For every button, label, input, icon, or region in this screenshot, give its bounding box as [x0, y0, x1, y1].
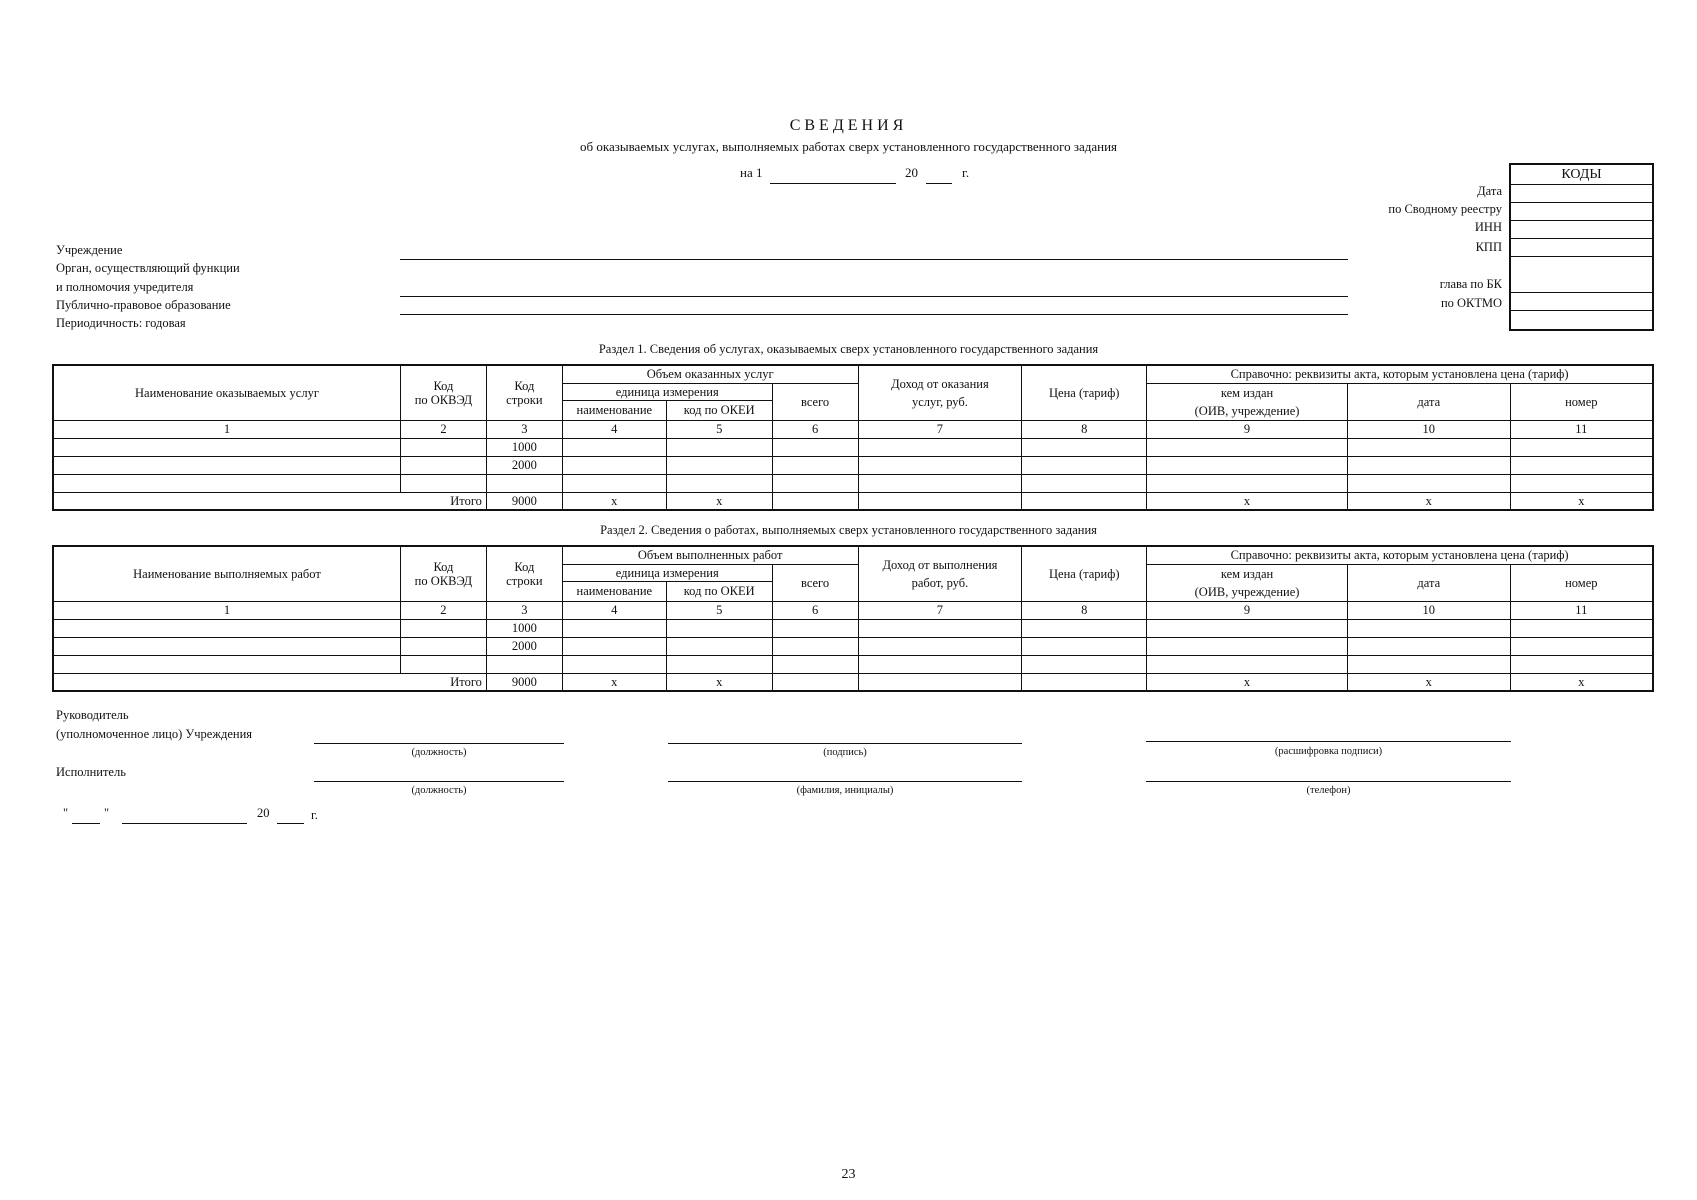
cell-input[interactable]: [400, 456, 486, 474]
x-mark: х: [562, 492, 666, 510]
cell-input[interactable]: [1022, 619, 1147, 637]
col-number: 2: [400, 420, 486, 438]
caption-position: (должность): [411, 785, 467, 796]
total-row: [53, 492, 1653, 510]
cell-input[interactable]: [666, 456, 772, 474]
col-header-reference: Справочно: реквизиты акта, которым установлена цена (тариф): [1147, 546, 1653, 564]
code-label-oktmo: по ОКТМО: [1440, 296, 1502, 310]
x-mark: х: [1510, 492, 1653, 510]
cell-input[interactable]: [666, 438, 772, 456]
col-header-issuer: кем издан (ОИВ, учреждение): [1147, 383, 1348, 420]
date-quote-close: ": [104, 806, 110, 820]
cell-input[interactable]: [1022, 492, 1147, 510]
section2-table: [52, 545, 1654, 692]
executor-label: Исполнитель: [56, 765, 126, 779]
col-header-volume: Объем выполненных работ: [562, 546, 858, 564]
col-header-number: номер: [1510, 383, 1653, 420]
cell-input[interactable]: [858, 438, 1022, 456]
cell-input[interactable]: [772, 438, 858, 456]
code-label-bk: глава по БК: [1439, 277, 1502, 291]
cell-input[interactable]: [666, 637, 772, 655]
codes-box: [1509, 163, 1654, 331]
cell-input[interactable]: [772, 673, 858, 691]
cell-input[interactable]: [858, 456, 1022, 474]
code-registry-field[interactable]: [1511, 203, 1652, 221]
head-signature-field[interactable]: [668, 743, 1022, 744]
col-number: 1: [53, 601, 400, 619]
cell-input[interactable]: [666, 474, 772, 492]
x-mark: х: [1147, 673, 1348, 691]
col-header-work-name: Наименование выполняемых работ: [53, 546, 400, 601]
date-day-month-field[interactable]: [770, 183, 896, 184]
code-kpp-field[interactable]: [1511, 239, 1652, 257]
code-extra-field[interactable]: [1511, 311, 1652, 329]
col-header-income: Доход от выполнения работ, руб.: [858, 546, 1022, 601]
executor-fio-field[interactable]: [668, 781, 1022, 782]
x-mark: х: [666, 492, 772, 510]
col-header-unit: единица измерения: [562, 383, 772, 401]
cell-input[interactable]: [1347, 655, 1510, 673]
table-row: [53, 619, 1653, 637]
cell-input[interactable]: [1347, 438, 1510, 456]
col-header-row-code: Код строки: [486, 365, 562, 420]
section2-title: Раздел 2. Сведения о работах, выполняемых сверх установленного государственного задания: [600, 523, 1097, 537]
cell-input[interactable]: [400, 637, 486, 655]
cell-input[interactable]: [858, 619, 1022, 637]
cell-input[interactable]: [858, 637, 1022, 655]
cell-input[interactable]: [1147, 619, 1348, 637]
head-decoding-field[interactable]: [1146, 741, 1511, 742]
cell-input[interactable]: [53, 456, 400, 474]
public-entity-label: Публично-правовое образование: [56, 298, 231, 312]
table-row: [53, 438, 1653, 456]
cell-input[interactable]: [1147, 655, 1348, 673]
col-header-okved: Код по ОКВЭД: [400, 546, 486, 601]
col-header-okei: код по ОКЕИ: [666, 582, 772, 601]
head-label-line2: (уполномоченное лицо) Учреждения: [56, 727, 253, 741]
cell-input[interactable]: [400, 474, 486, 492]
cell-input[interactable]: [53, 619, 400, 637]
col-number: 5: [666, 420, 772, 438]
cell-input[interactable]: [1147, 637, 1348, 655]
code-oktmo-field[interactable]: [1511, 293, 1652, 311]
col-number: 8: [1022, 601, 1147, 619]
col-header-issuer: кем издан (ОИВ, учреждение): [1147, 564, 1348, 601]
cell-input[interactable]: [53, 637, 400, 655]
institution-field[interactable]: [400, 259, 1348, 260]
row-code: 2000: [486, 456, 562, 474]
col-number: 5: [666, 601, 772, 619]
date-year-prefix: 20: [905, 165, 918, 180]
code-date-field[interactable]: [1511, 185, 1652, 203]
caption-phone: (телефон): [1306, 785, 1351, 796]
section1-table: [52, 364, 1654, 511]
col-number: 10: [1347, 420, 1510, 438]
organ-field[interactable]: [400, 296, 1348, 297]
cell-input[interactable]: [53, 474, 400, 492]
col-number: 4: [562, 420, 666, 438]
total-code: 9000: [486, 492, 562, 510]
cell-input[interactable]: [1147, 456, 1348, 474]
cell-input[interactable]: [858, 474, 1022, 492]
cell-input[interactable]: [1347, 456, 1510, 474]
cell-input[interactable]: [400, 619, 486, 637]
code-inn-field[interactable]: [1511, 221, 1652, 239]
col-header-date: дата: [1347, 564, 1510, 601]
code-label-date: Дата: [1477, 184, 1502, 198]
cell-input[interactable]: [666, 655, 772, 673]
cell-input[interactable]: [772, 456, 858, 474]
date-prefix: на 1: [740, 165, 763, 180]
col-number: 11: [1510, 420, 1653, 438]
section1-title: Раздел 1. Сведения об услугах, оказываемых сверх установленного государственного задания: [598, 342, 1099, 356]
cell-input[interactable]: [1022, 673, 1147, 691]
col-number: 9: [1147, 420, 1348, 438]
date-suffix: г.: [962, 165, 970, 180]
col-header-okved: Код по ОКВЭД: [400, 365, 486, 420]
col-number: 4: [562, 601, 666, 619]
table-row: [53, 456, 1653, 474]
x-mark: х: [1147, 492, 1348, 510]
sign-month-field[interactable]: [122, 823, 247, 824]
cell-input[interactable]: [562, 474, 666, 492]
code-label-inn: ИНН: [1474, 220, 1502, 234]
x-mark: х: [562, 673, 666, 691]
cell-input[interactable]: [772, 492, 858, 510]
col-number: 6: [772, 420, 858, 438]
sign-date-suffix: г.: [311, 808, 318, 822]
cell-input[interactable]: [53, 655, 400, 673]
col-header-number: номер: [1510, 564, 1653, 601]
cell-input[interactable]: [400, 655, 486, 673]
total-label: Итого: [53, 673, 486, 691]
document-subtitle: об оказываемых услугах, выполняемых работах сверх установленного государственного задания: [579, 139, 1118, 154]
total-row: [53, 673, 1653, 691]
date-year-field[interactable]: [926, 183, 952, 184]
cell-input[interactable]: [1510, 456, 1653, 474]
cell-input[interactable]: [1147, 474, 1348, 492]
cell-input[interactable]: [858, 492, 1022, 510]
cell-input[interactable]: [562, 438, 666, 456]
col-number: 3: [486, 420, 562, 438]
date-quote-open: ": [63, 806, 69, 820]
cell-input[interactable]: [1022, 655, 1147, 673]
cell-input[interactable]: [53, 438, 400, 456]
col-header-volume: Объем оказанных услуг: [562, 365, 858, 383]
cell-input[interactable]: [772, 637, 858, 655]
executor-position-field[interactable]: [314, 781, 564, 782]
cell-input[interactable]: [400, 438, 486, 456]
cell-input[interactable]: [1347, 474, 1510, 492]
cell-input[interactable]: [1347, 619, 1510, 637]
code-bk-field[interactable]: [1511, 257, 1652, 293]
institution-label: Учреждение: [56, 243, 123, 257]
organ-label-line2: и полномочия учредителя: [56, 280, 194, 294]
col-header-unit-name: наименование: [562, 582, 666, 601]
page-number: 23: [841, 1167, 856, 1182]
col-header-price: Цена (тариф): [1022, 546, 1147, 601]
col-header-okei: код по ОКЕИ: [666, 401, 772, 420]
row-code: [486, 474, 562, 492]
col-number: 10: [1347, 601, 1510, 619]
col-number: 1: [53, 420, 400, 438]
total-label: Итого: [53, 492, 486, 510]
code-label-registry: по Сводному реестру: [1388, 202, 1502, 216]
row-code: 2000: [486, 637, 562, 655]
cell-input[interactable]: [1510, 438, 1653, 456]
sign-year-field[interactable]: [277, 823, 304, 824]
executor-phone-field[interactable]: [1146, 781, 1511, 782]
cell-input[interactable]: [562, 619, 666, 637]
cell-input[interactable]: [1022, 438, 1147, 456]
cell-input[interactable]: [858, 655, 1022, 673]
col-number: 3: [486, 601, 562, 619]
table-row: [53, 655, 1653, 673]
row-code: 1000: [486, 438, 562, 456]
cell-input[interactable]: [1510, 619, 1653, 637]
col-number: 7: [858, 420, 1022, 438]
table-row: [53, 637, 1653, 655]
sign-day-field[interactable]: [72, 823, 100, 824]
col-header-total: всего: [772, 383, 858, 420]
col-number: 8: [1022, 420, 1147, 438]
col-header-date: дата: [1347, 383, 1510, 420]
row-code: 1000: [486, 619, 562, 637]
col-header-service-name: Наименование оказываемых услуг: [53, 365, 400, 420]
caption-fio: (фамилия, инициалы): [796, 785, 894, 796]
head-position-field[interactable]: [314, 743, 564, 744]
cell-input[interactable]: [1510, 637, 1653, 655]
cell-input[interactable]: [562, 456, 666, 474]
x-mark: х: [666, 673, 772, 691]
cell-input[interactable]: [1022, 456, 1147, 474]
cell-input[interactable]: [562, 637, 666, 655]
cell-input[interactable]: [772, 655, 858, 673]
col-number: 11: [1510, 601, 1653, 619]
column-numbers-row: [53, 601, 1653, 619]
caption-position: (должность): [411, 747, 467, 758]
total-code: 9000: [486, 673, 562, 691]
col-header-reference: Справочно: реквизиты акта, которым установлена цена (тариф): [1147, 365, 1653, 383]
col-number: 2: [400, 601, 486, 619]
caption-signature: (подпись): [823, 747, 867, 758]
x-mark: х: [1347, 673, 1510, 691]
cell-input[interactable]: [772, 619, 858, 637]
col-header-row-code: Код строки: [486, 546, 562, 601]
cell-input[interactable]: [1147, 438, 1348, 456]
col-header-total: всего: [772, 564, 858, 601]
periodicity-label: Периодичность: годовая: [56, 316, 186, 330]
col-header-price: Цена (тариф): [1022, 365, 1147, 420]
codes-header: КОДЫ: [1511, 165, 1652, 185]
cell-input[interactable]: [772, 474, 858, 492]
cell-input[interactable]: [562, 655, 666, 673]
head-label-line1: Руководитель: [56, 708, 129, 722]
x-mark: х: [1347, 492, 1510, 510]
x-mark: х: [1510, 673, 1653, 691]
code-label-kpp: КПП: [1475, 240, 1502, 254]
col-header-income: Доход от оказания услуг, руб.: [858, 365, 1022, 420]
cell-input[interactable]: [1022, 474, 1147, 492]
col-number: 6: [772, 601, 858, 619]
public-entity-field[interactable]: [400, 314, 1348, 315]
cell-input[interactable]: [1510, 655, 1653, 673]
cell-input[interactable]: [1022, 637, 1147, 655]
col-header-unit: единица измерения: [562, 564, 772, 582]
cell-input[interactable]: [666, 619, 772, 637]
row-code: [486, 655, 562, 673]
col-number: 9: [1147, 601, 1348, 619]
document-title: СВЕДЕНИЯ: [789, 117, 908, 134]
column-numbers-row: [53, 420, 1653, 438]
cell-input[interactable]: [1510, 474, 1653, 492]
sign-year-prefix: 20: [257, 806, 270, 820]
cell-input[interactable]: [1347, 637, 1510, 655]
table-row: [53, 474, 1653, 492]
caption-decoding: (расшифровка подписи): [1274, 746, 1383, 757]
col-number: 7: [858, 601, 1022, 619]
col-header-unit-name: наименование: [562, 401, 666, 420]
organ-label-line1: Орган, осуществляющий функции: [56, 261, 240, 275]
cell-input[interactable]: [858, 673, 1022, 691]
